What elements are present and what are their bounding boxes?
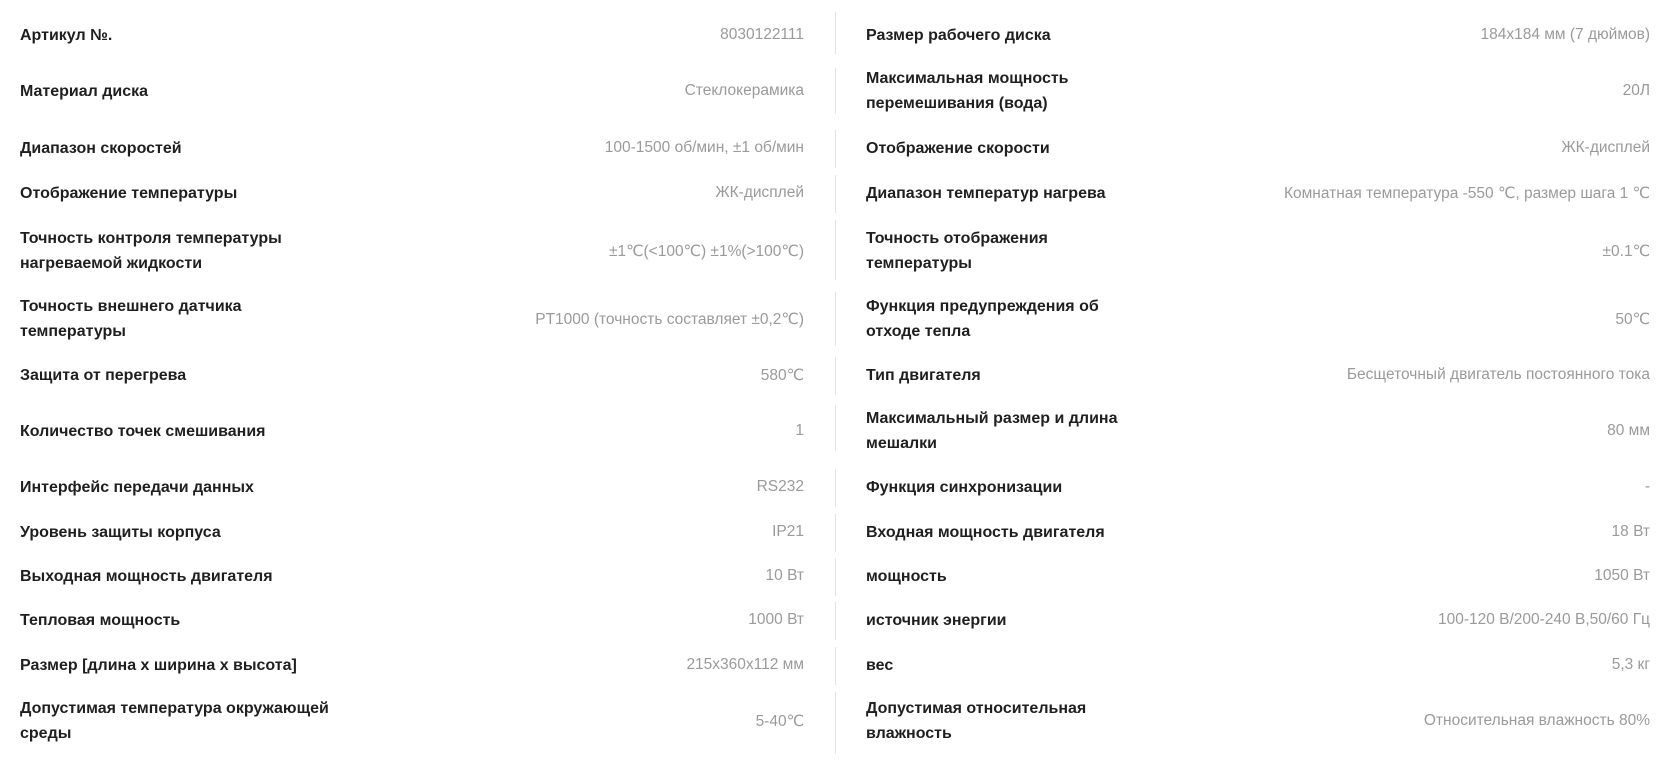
spec-row <box>0 12 1674 58</box>
spec-value: Бесщеточный двигатель постоянного тока <box>1346 366 1650 383</box>
spec-value: Стеклокерамика <box>684 82 804 99</box>
spec-label: Допустимая температура окружающей среды <box>20 700 329 742</box>
spec-row <box>0 68 1674 114</box>
spec-row <box>0 129 1674 167</box>
spec-value: ЖК-дисплей <box>715 184 804 201</box>
spec-value: 5,3 кг <box>1611 656 1650 673</box>
spec-row <box>0 694 1674 748</box>
spec-label: Размер [длина х ширина х высота] <box>20 656 297 674</box>
spec-value: RS232 <box>756 478 804 495</box>
spec-value: 215x360x112 мм <box>686 656 804 673</box>
spec-value: 1 <box>795 422 804 439</box>
spec-label: Входная мощность двигателя <box>866 523 1105 541</box>
spec-row <box>0 356 1674 394</box>
spec-label: Количество точек смешивания <box>20 422 266 440</box>
spec-value: ЖК-дисплей <box>1561 139 1650 156</box>
spec-label: Выходная мощность двигателя <box>20 567 273 585</box>
spec-label: Функция синхронизации <box>866 478 1063 496</box>
spec-label: Интерфейс передачи данных <box>20 478 254 496</box>
spec-value: 100-120 В/200-240 В,50/60 Гц <box>1437 611 1650 628</box>
spec-row <box>0 513 1674 551</box>
spec-value: 8030122111 <box>720 26 804 43</box>
spec-value: 50℃ <box>1615 310 1650 328</box>
spec-value: PT1000 (точность составляет ±0,2℃) <box>535 310 804 328</box>
spec-row <box>0 468 1674 506</box>
spec-label: Отображение скорости <box>866 139 1050 157</box>
spec-label: Точность отображения температуры <box>866 230 1048 272</box>
spec-label: Точность внешнего датчика температуры <box>20 298 242 340</box>
spec-row <box>0 405 1674 457</box>
spec-value: Относительная влажность 80% <box>1423 712 1650 729</box>
spec-label: Максимальный размер и длина мешалки <box>866 410 1118 452</box>
spec-value: 100-1500 об/мин, ±1 об/мин <box>604 139 804 156</box>
spec-label: Максимальная мощность перемешивания (вода) <box>866 70 1069 112</box>
spec-value: 18 Вт <box>1611 523 1650 540</box>
spec-label: Материал диска <box>20 82 149 100</box>
spec-value: 184x184 мм (7 дюймов) <box>1480 26 1650 43</box>
spec-row <box>0 224 1674 278</box>
spec-label: Диапазон скоростей <box>20 139 182 157</box>
spec-value: Комнатная температура -550 ℃, размер шага 1 ℃ <box>1284 184 1650 202</box>
spec-label: Точность контроля температуры нагреваемой жидкости <box>20 230 282 272</box>
spec-row <box>0 174 1674 212</box>
spec-value: 1050 Вт <box>1594 567 1650 584</box>
spec-label: Артикул №. <box>20 26 113 44</box>
spec-label: Функция предупреждения об отходе тепла <box>866 298 1099 340</box>
spec-value: 1000 Вт <box>748 611 804 628</box>
spec-label: Защита от перегрева <box>20 366 187 384</box>
spec-row <box>0 557 1674 595</box>
spec-value: 5-40℃ <box>755 712 804 730</box>
spec-value: 580℃ <box>760 366 804 384</box>
spec-label: Тепловая мощность <box>20 611 181 629</box>
spec-label: Отображение температуры <box>20 184 238 202</box>
spec-value: ±1℃(<100℃) ±1%(>100℃) <box>608 242 804 260</box>
spec-row <box>0 646 1674 684</box>
spec-label: источник энергии <box>866 611 1007 629</box>
spec-value: - <box>1644 478 1650 495</box>
spec-value: 10 Вт <box>765 567 804 584</box>
spec-value: ±0.1℃ <box>1602 242 1650 260</box>
spec-row <box>0 292 1674 346</box>
spec-label: Диапазон температур нагрева <box>866 184 1106 202</box>
spec-value: 80 мм <box>1607 422 1650 439</box>
spec-row <box>0 601 1674 639</box>
spec-label: мощность <box>866 567 947 585</box>
spec-label: Уровень защиты корпуса <box>20 523 221 541</box>
spec-label: Тип двигателя <box>866 366 981 384</box>
spec-label: Допустимая относительная влажность <box>866 700 1087 742</box>
spec-value: 20Л <box>1622 82 1650 99</box>
spec-value: IP21 <box>772 523 804 540</box>
spec-label: Размер рабочего диска <box>866 26 1051 44</box>
spec-label: вес <box>866 656 894 674</box>
